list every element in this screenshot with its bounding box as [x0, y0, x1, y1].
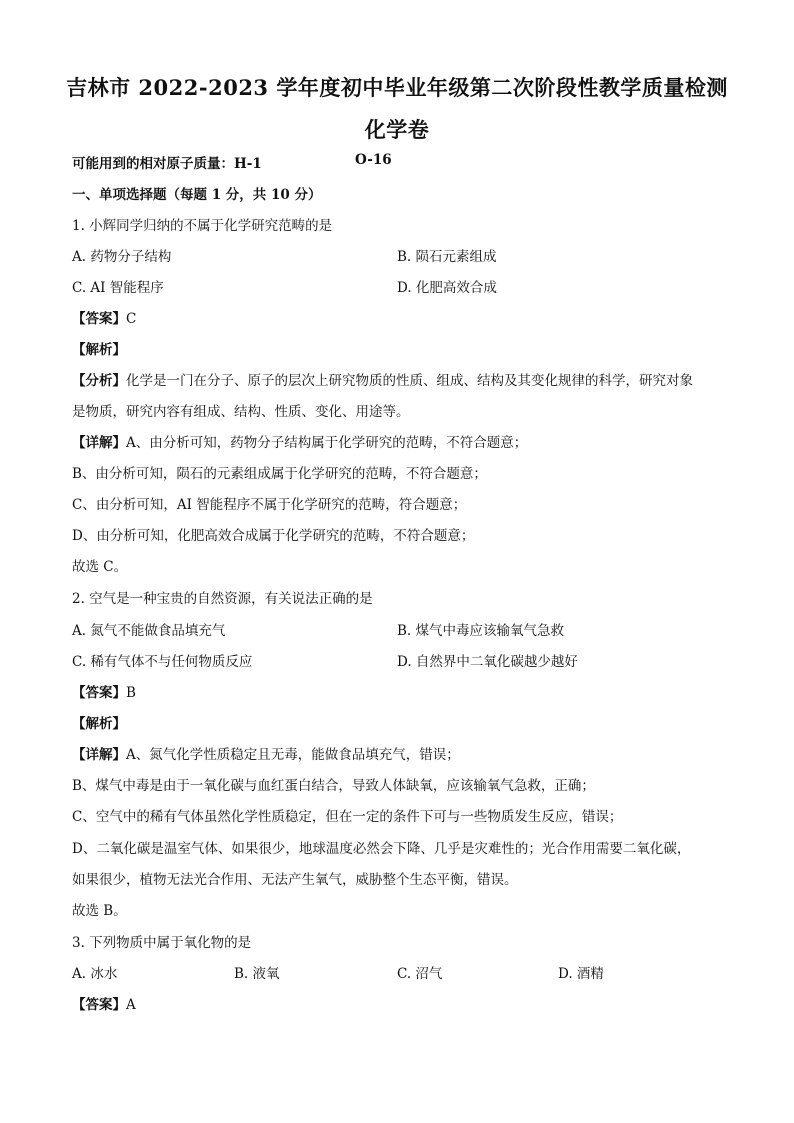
- q2-conclusion: 故选 B。: [72, 903, 127, 919]
- exam-title: 吉林市 2022-2023 学年度初中毕业年级第二次阶段性教学质量检测: [66, 75, 728, 100]
- q1-fenxi-cont: 是物质，研究内容有组成、结构、性质、变化、用途等。: [72, 404, 410, 420]
- answer-value: B: [126, 685, 136, 701]
- answer-value: C: [126, 311, 137, 327]
- xiangjie-tag: 【详解】: [72, 435, 126, 451]
- atomic-mass-label: 可能用到的相对原子质量：H-1: [72, 156, 262, 172]
- q3-option-a: A. 冰水: [72, 966, 118, 982]
- answer-value: A: [126, 997, 136, 1013]
- q2-xiangjie-d: D、二氧化碳是温室气体、如果很少，地球温度必然会下降、几乎是灾难性的；光合作用需要二氧化碳，: [72, 841, 691, 857]
- q1-xiangjie-c: C、由分析可知，AI 智能程序不属于化学研究的范畴，符合题意；: [72, 497, 467, 513]
- q2-xiangjie-c: C、空气中的稀有气体虽然化学性质稳定，但在一定的条件下可与一些物质发生反应，错误；: [72, 809, 623, 825]
- q2-option-a: A. 氮气不能做食品填充气: [72, 623, 226, 639]
- q1-conclusion: 故选 C。: [72, 559, 128, 575]
- answer-tag: 【答案】: [72, 311, 126, 327]
- q1-xiangjie-d: D、由分析可知，化肥高效合成属于化学研究的范畴，不符合题意；: [72, 528, 475, 544]
- q2-option-d: D. 自然界中二氧化碳越少越好: [397, 654, 578, 670]
- q1-option-c: C. AI 智能程序: [72, 280, 164, 296]
- xiangjie-text: A、由分析可知，药物分子结构属于化学研究的范畴，不符合题意；: [126, 435, 528, 451]
- q2-option-b: B. 煤气中毒应该输氧气急救: [397, 623, 565, 639]
- fenxi-tag: 【分析】: [72, 373, 126, 389]
- q2-answer: [72, 681, 136, 701]
- q1-option-d: D. 化肥高效合成: [397, 280, 497, 296]
- q3-stem: 3. 下列物质中属于氧化物的是: [72, 935, 252, 951]
- q2-option-c: C. 稀有气体不与任何物质反应: [72, 654, 253, 670]
- q1-option-b: B. 陨石元素组成: [397, 249, 497, 265]
- atomic-mass-o: O-16: [355, 152, 392, 168]
- q1-answer: [72, 307, 136, 327]
- q3-option-c: C. 沼气: [397, 966, 443, 982]
- q2-xiangjie-b: B、煤气中毒是由于一氧化碳与血红蛋白结合，导致人体缺氧，应该输氧气急救，正确；: [72, 778, 595, 794]
- q2-stem: 2. 空气是一种宝贵的自然资源，有关说法正确的是: [72, 591, 373, 607]
- fenxi-text: 化学是一门在分子、原子的层次上研究物质的性质、组成、结构及其变化规律的科学，研究对象: [126, 373, 693, 389]
- q2-jiexi: 【解析】: [72, 716, 126, 732]
- q1-jiexi: 【解析】: [72, 342, 126, 358]
- q2-xiangjie-d-cont: 如果很少，植物无法光合作用、无法产生氧气，威胁整个生态平衡，错误。: [72, 872, 518, 888]
- q1-stem: 1. 小辉同学归纳的不属于化学研究范畴的是: [72, 218, 333, 234]
- q1-option-a: A. 药物分子结构: [72, 249, 172, 265]
- q2-xiangjie-a: [72, 743, 460, 763]
- q3-option-b: B. 液氧: [234, 966, 280, 982]
- answer-tag: 【答案】: [72, 685, 126, 701]
- answer-tag: 【答案】: [72, 997, 126, 1013]
- section-heading: 一、单项选择题（每题 1 分，共 10 分）: [72, 187, 322, 203]
- q1-xiangjie-a: [72, 431, 527, 451]
- xiangjie-tag: 【详解】: [72, 747, 126, 763]
- exam-subtitle: 化学卷: [364, 117, 430, 142]
- q3-answer: [72, 993, 136, 1013]
- q1-fenxi: [72, 369, 693, 389]
- q1-xiangjie-b: B、由分析可知，陨石的元素组成属于化学研究的范畴，不符合题意；: [72, 466, 487, 482]
- q3-option-d: D. 酒精: [558, 966, 604, 982]
- xiangjie-text: A、氮气化学性质稳定且无毒，能做食品填充气，错误；: [126, 747, 460, 763]
